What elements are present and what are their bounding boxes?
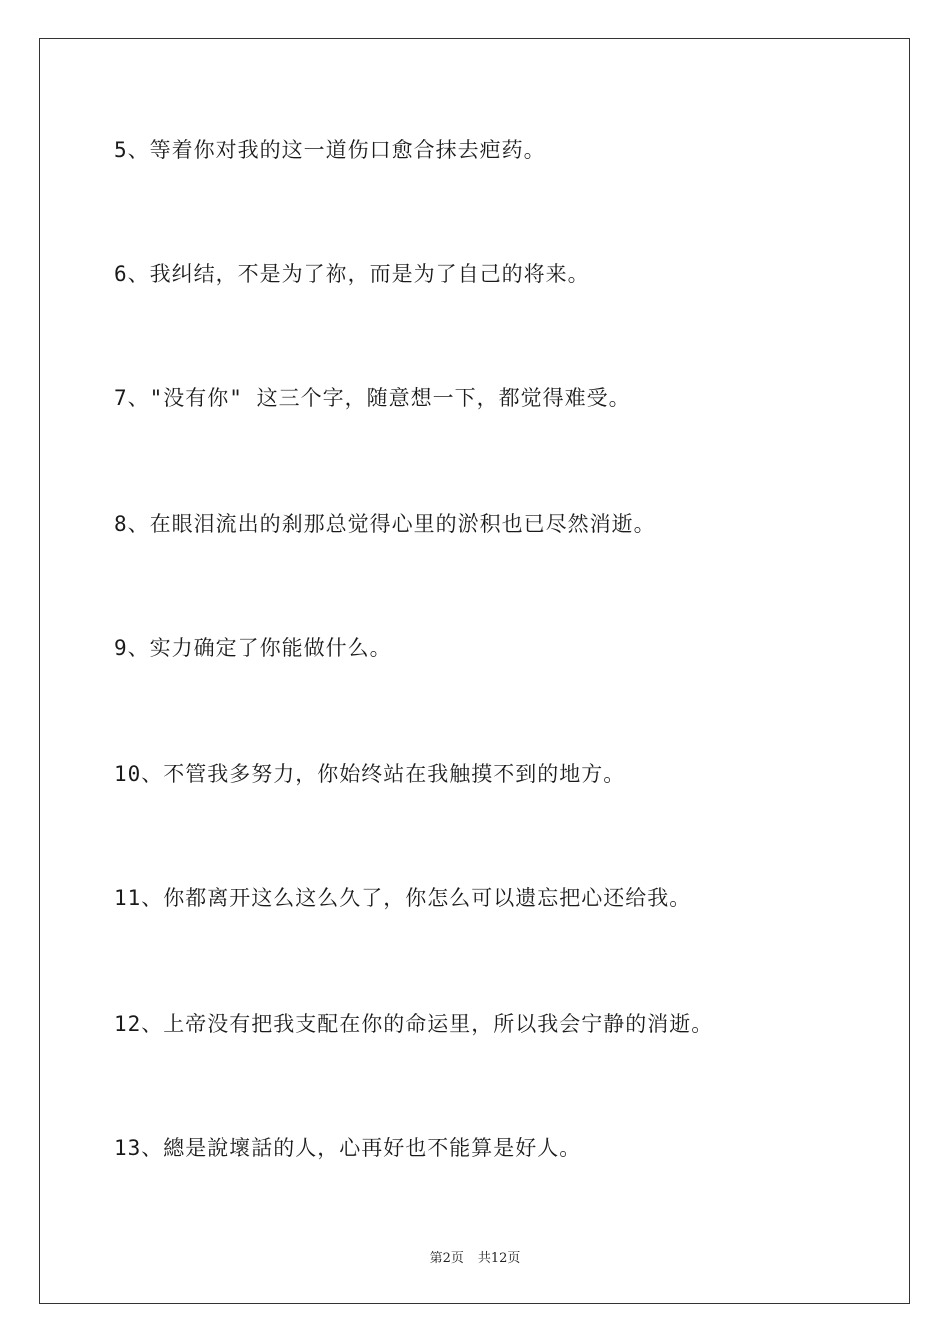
quote-line-7: 7、"没有你" 这三个字，随意想一下，都觉得难受。: [114, 386, 631, 410]
quote-line-10: 10、不管我多努力，你始终站在我触摸不到的地方。: [114, 762, 626, 786]
quote-line-9: 9、实力确定了你能做什么。: [114, 636, 392, 660]
page-number: 第2页: [429, 1251, 464, 1266]
quote-line-5: 5、等着你对我的这一道伤口愈合抹去疤药。: [114, 138, 546, 162]
quote-line-12: 12、上帝没有把我支配在你的命运里，所以我会宁静的消逝。: [114, 1012, 714, 1036]
quote-line-6: 6、我纠结，不是为了祢，而是为了自己的将来。: [114, 262, 590, 286]
quote-line-13: 13、總是說壞話的人，心再好也不能算是好人。: [114, 1136, 582, 1160]
quote-line-11: 11、你都离开这么这么久了，你怎么可以遗忘把心还给我。: [114, 886, 692, 910]
page-border: [39, 38, 910, 1304]
quote-line-8: 8、在眼泪流出的刹那总觉得心里的淤积也已尽然消逝。: [114, 512, 656, 536]
page-footer: [0, 1247, 950, 1266]
page-total: 共12页: [477, 1251, 521, 1266]
